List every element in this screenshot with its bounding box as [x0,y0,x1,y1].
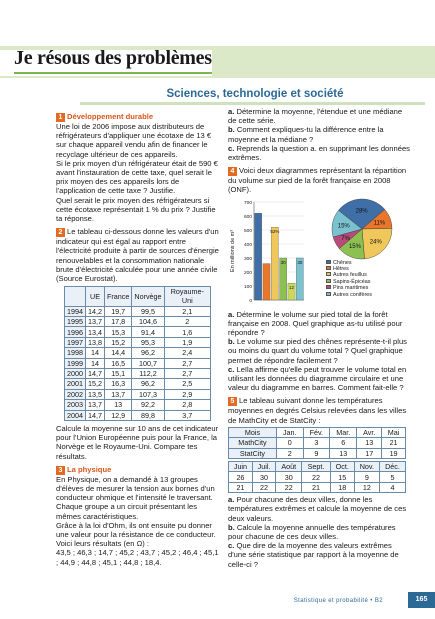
table-cell: 2,1 [164,306,210,316]
table-cell: 13,8 [86,337,105,347]
question-text: Détermine le volume sur pied total de la forêt française en 2008. Quel graphique as-tu utilisé pour répondre ? [228,309,403,338]
table-cell: 13 [330,448,357,458]
table-cell: 2,8 [164,400,210,410]
legend-swatch [326,285,331,289]
table-cell: 21 [302,482,331,492]
table-cell: 14,2 [86,306,105,316]
table-cell: Juil. [252,462,275,472]
table-row [65,358,211,368]
legend-label: Autres feuillus [333,272,367,279]
table-cell: 13 [105,400,132,410]
table-cell: Déc. [379,462,405,472]
table-cell: 1,9 [164,337,210,347]
table-row [229,462,406,472]
y-tick-label: 300 [243,256,252,262]
y-tick-label: 500 [243,228,252,234]
column-header: UE [86,287,105,306]
exercise-title: Développement durable [67,112,154,121]
table-cell: 26 [229,472,253,482]
table-cell: 14 [86,348,105,358]
exercise-number-badge: 3 [56,466,65,475]
bar-data-label: 52% [270,228,280,234]
column-header: Norvège [132,287,164,306]
question-text: Calcule la moyenne annuelle des températures pour chacune de ces deux villes. [228,522,396,542]
table-cell: 92,2 [132,400,164,410]
question-label: b. [228,337,235,347]
exercise-text: Le tableau ci-dessous donne les valeurs d'un indicateur qui est égal au rapport entre l'électricité produite à partir de sources d'énergie renouvelables et la consommation nationale brute d'électricité calculée pour une année civile (Source Eurostat). [56,227,219,284]
table-cell: 14,7 [86,369,105,379]
legend-label: Sapins-Épicéas [333,278,371,285]
table-row [229,472,406,482]
exercise-5 [228,396,412,568]
table-cell: 22 [276,482,302,492]
table-cell: Avr. [357,427,382,437]
question-label: c. [228,143,235,153]
table-cell: StatCity [229,448,277,458]
question-label: b. [228,522,235,532]
table-cell: 13,7 [86,317,105,327]
exercise-number-badge: 4 [228,167,237,176]
table-cell: Jan. [276,427,303,437]
page-title: Je résous des problèmes [14,47,212,69]
exercise-number-badge: 2 [56,228,65,237]
section-title: Sciences, technologie et société [166,88,344,100]
table-cell: 15 [330,472,354,482]
table-cell: 95,3 [132,337,164,347]
table-cell: 104,6 [132,317,164,327]
table-cell: 89,8 [132,410,164,420]
pie-data-label: 15% [337,222,350,229]
table-cell: 13,7 [105,389,132,399]
table-row [65,337,211,347]
table-cell: Oct. [330,462,354,472]
table-cell: 9 [354,472,379,482]
left-column [56,112,219,571]
table-cell: 15,3 [105,327,132,337]
page-number: 165 [408,592,435,608]
table-cell: Fév. [303,427,330,437]
exercise-1 [56,112,219,223]
table-cell: Mar. [330,427,357,437]
y-tick-label: 400 [243,242,252,248]
bar [263,263,270,299]
y-tick-label: 200 [243,270,252,276]
exercise-text: Quel serait le prix moyen des réfrigérateurs si cette écotaxe représentait 1 % du prix ? Justifie ta réponse. [56,195,216,224]
table-cell: 100,7 [132,358,164,368]
row-year: 1995 [65,317,86,327]
forest-charts [228,196,412,308]
exercise-3 [56,465,219,567]
table-cell: Sept. [302,462,331,472]
section-divider [80,102,425,105]
table-cell: Août [276,462,302,472]
table-cell: 14,4 [105,348,132,358]
top-margin [0,0,435,12]
table-cell: 22 [252,482,275,492]
question-text: Comment expliques-tu la différence entre la moyenne et la médiane ? [228,125,384,144]
pie-data-label: 15% [348,243,361,250]
table-cell: 15,1 [105,369,132,379]
y-axis-label: En millions de m³ [230,229,236,272]
question-text: Reprends la question a. en supprimant les données extrêmes. [228,143,410,163]
table-row [65,317,211,327]
question-label: c. [228,364,235,374]
table-cell: 1,6 [164,327,210,337]
table-cell: Juin [229,462,253,472]
bar-data-label: 30 [297,259,303,265]
pie-data-label: 7% [341,235,350,242]
table-cell: 12 [354,482,379,492]
table-row [229,448,406,458]
right-column [228,107,412,573]
column-header: Royaume-Uni [164,287,210,306]
row-year: 2002 [65,389,86,399]
table-cell: Nov. [354,462,379,472]
question-text: Détermine la moyenne, l'étendue et une médiane de cette série. [228,107,403,126]
question-text: Pour chacune des deux villes, donne les températures extrêmes et calcule la moyenne de ces deux valeurs. [228,495,407,523]
row-year: 2004 [65,410,86,420]
table-row [229,427,406,437]
row-year: 1998 [65,348,86,358]
table-cell: 0 [276,438,303,448]
row-year: 1994 [65,306,86,316]
question-label: b. [228,125,235,135]
bar-chart-svg [228,196,310,308]
table-cell: Mai [382,427,406,437]
table-cell: 96,2 [132,379,164,389]
table-cell: 30 [252,472,275,482]
table-row [229,482,406,492]
table-row [65,410,211,420]
row-year: 1999 [65,358,86,368]
question-text: Que dire de la moyenne des valeurs extrêmes d'une série statistique par rapport à la moyenne de celle-ci ? [228,541,399,569]
table-cell: 21 [382,438,406,448]
page-footer: Statistique et probabilité • B2 [293,598,383,604]
legend-entry [326,292,372,298]
legend-swatch [326,279,331,283]
legend-label: Autres conifères [333,291,372,298]
exercise-text: Si le prix moyen d'un réfrigérateur était de 590 € avant l'instauration de cette taxe, quel serait le prix moyen des ces appareils lors de l'application de cette taxe ? Justifie. [56,158,218,196]
question-text: Leïla affirme qu'elle peut trouver le volume total en utilisant les données du diagramme circulaire et une valeur du diagramme en barres. Comment fait-elle ? [228,364,407,393]
exercise-text: Calcule la moyenne sur 10 ans de cet indicateur pour l'Union Européenne puis pour la France, la Norvège et le Royaume-Uni. Compare tes résultats. [56,423,219,461]
column-header: France [105,287,132,306]
table-row [229,438,406,448]
table-cell: 2 [164,317,210,327]
table-cell: 9 [303,448,330,458]
table-cell: 2 [276,448,303,458]
bar [255,213,262,300]
exercise-number-badge: 5 [228,397,237,406]
table-cell: 17 [357,448,382,458]
exercise-title: La physique [67,464,112,474]
table-cell: 112,2 [132,369,164,379]
table-cell: 21 [229,482,253,492]
exercise-2 [56,227,219,461]
exercise-3-questions [228,107,412,162]
table-cell: 14 [86,358,105,368]
column-header [65,287,86,306]
table-cell: 99,5 [132,306,164,316]
exercise-text: Voici deux diagrammes représentant la répartition du volume sur pied de la forêt française en 2008 (ONF). [228,166,407,195]
table-row [65,306,211,316]
table-cell: 91,4 [132,327,164,337]
table-cell: 15,2 [86,379,105,389]
table-cell: 13,4 [86,327,105,337]
table-cell: 3,7 [164,410,210,420]
table-cell: 2,7 [164,369,210,379]
bar-chart [228,196,310,308]
table-cell: 13,7 [86,400,105,410]
exercise-text: Le tableau suivant donne les températures moyennes en degrés Celsius relevées dans les villes de MathCity et de StatCity : [228,396,407,425]
legend-swatch [326,272,331,276]
table-row [65,369,211,379]
table-row [65,389,211,399]
table-cell: 107,3 [132,389,164,399]
legend-swatch [326,292,331,296]
exercise-number-badge: 1 [56,113,65,122]
temperature-table-2 [228,461,406,493]
table-cell: 16,5 [105,358,132,368]
pie-chart-svg [310,196,414,260]
row-year: 1996 [65,327,86,337]
table-cell: MathCity [229,438,277,448]
table-row [65,379,211,389]
table-cell: 14,7 [86,410,105,420]
row-year: 2000 [65,369,86,379]
table-cell: 13,5 [86,389,105,399]
question-label: a. [228,495,235,505]
table-cell: 30 [276,472,302,482]
legend-swatch [326,266,331,270]
exercise-text: Chaque groupe a un circuit présentant les mêmes caractéristiques. [56,502,197,521]
temperature-table-1 [228,427,406,459]
table-cell: 5 [379,472,405,482]
legend-label: Chênes [333,259,352,266]
bar-data-label: 12 [288,284,295,290]
table-row [65,400,211,410]
row-year: 2001 [65,379,86,389]
exercise-text: En Physique, on a demandé à 13 groupes d'élèves de mesurer la tension aux bornes d'un conducteur ohmique et l'intensité le traversant. [56,474,215,503]
table-cell: 2,9 [164,389,210,399]
legend-label: Hêtres [333,266,349,273]
exercise-text: 43,5 ; 46,3 ; 14,7 ; 45,2 ; 43,7 ; 45,2 ; 46,4 ; 45,1 ; 44,9 ; 44,8 ; 45,1 ; 44,8 ; 18,4. [56,548,219,567]
table-cell: 2,4 [164,348,210,358]
row-year: 1997 [65,337,86,347]
legend-swatch [326,260,331,264]
exercise-text: Voici leurs résultats (en Ω) : [56,539,150,549]
bar [271,227,278,300]
question-text: Le volume sur pied des chênes représente-t-il plus ou moins du quart du volume total ? Quel graphique permet de répondre facilement ? [228,337,407,365]
table-cell: 13 [357,438,382,448]
table-cell: 17,8 [105,317,132,327]
question-label: a. [228,309,235,319]
legend-label: Pins maritimes [333,285,369,292]
question-label: a. [228,107,235,116]
table-cell: 3 [303,438,330,448]
exercise-text: Grâce à la loi d'Ohm, ils ont ensuite pu donner une valeur pour la résistance de ce conducteur. [56,520,216,539]
table-cell: 4 [379,482,405,492]
table-cell: Mois [229,427,277,437]
pie-data-label: 24% [369,239,382,246]
question-label: c. [228,541,235,551]
table-cell: 18 [330,482,354,492]
table-header-row [65,287,211,306]
table-row [65,327,211,337]
table-cell: 12,9 [105,410,132,420]
bar-data-label: 30 [280,259,286,265]
pie-data-label: 28% [355,208,368,215]
exercise-text: Une loi de 2006 impose aux distributeurs de réfrigérateurs d'appliquer une écotaxe de 13 € sur chaque appareil vendu afin de financer le recyclage ultérieur de ces appareils. [56,122,212,159]
table-cell: 6 [330,438,357,448]
row-year: 2003 [65,400,86,410]
y-tick-label: 700 [243,200,252,206]
y-tick-label: 600 [243,214,252,220]
table-cell: 19 [382,448,406,458]
table-cell: 2,7 [164,358,210,368]
renewables-table [64,286,211,421]
table-cell: 16,3 [105,379,132,389]
table-cell: 19,7 [105,306,132,316]
pie-data-label: 11% [373,219,386,226]
table-cell: 96,2 [132,348,164,358]
exercise-4 [228,166,412,392]
y-tick-label: 0 [249,298,252,304]
table-cell: 15,2 [105,337,132,347]
table-cell: 22 [302,472,331,482]
table-row [65,348,211,358]
y-tick-label: 100 [243,284,252,290]
chart-legend [326,260,372,298]
table-cell: 2,5 [164,379,210,389]
